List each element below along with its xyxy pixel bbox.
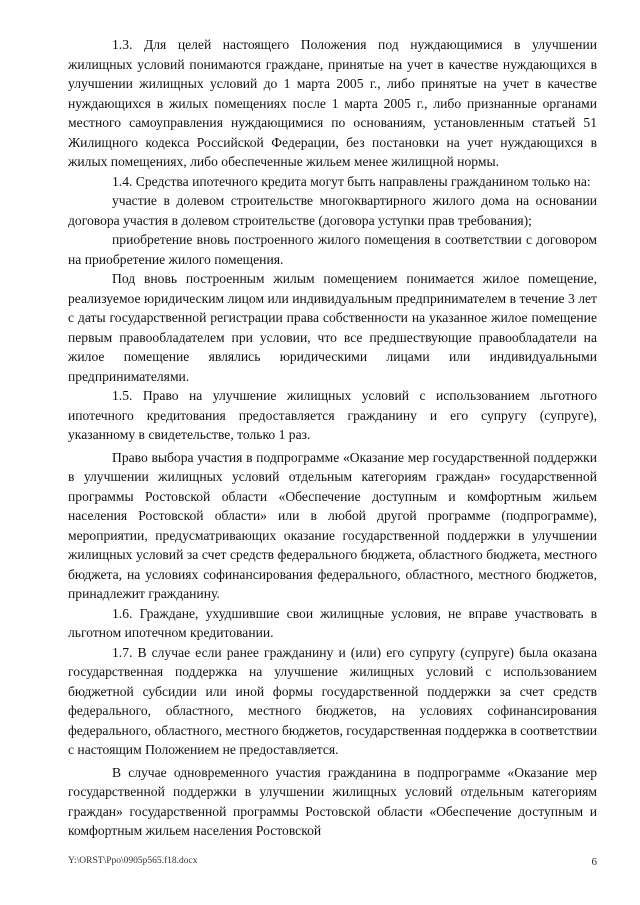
footer-file-path: Y:\ORST\Ppo\0905p565.f18.docx <box>68 856 198 866</box>
list-item-shared-construction: участие в долевом строительстве многоквартирного жилого дома на основании договора участия в долевом строительстве (договора уступки прав требования); <box>68 193 597 228</box>
paragraph-1-6: 1.6. Граждане, ухудшившие свои жилищные условия, не вправе участвовать в льготном ипотечном кредитовании. <box>68 605 597 640</box>
paragraph-1-3: 1.3. Для целей настоящего Положения под нуждающимися в улучшении жилищных условий понимаются граждане, принятые на учет в качестве нуждающихся в улучшении жилищных условий до 1 марта 2005 г., либо принятые на учет в качестве нуждающихся в жилых помещениях после 1 марта 2005 г., либо признанные органами местного самоуправления нуждающимися по основаниям, установленным статьей 51 Жилищного кодекса Российской Федерации, без постановки на учет нуждающихся в жилых помещениях, либо обеспеченные жильем менее жилищной нормы. <box>68 37 597 169</box>
paragraph-1-5: 1.5. Право на улучшение жилищных условий с использованием льготного ипотечного кредитования предоставляется гражданину и его супругу (супруге), указанному в свидетельстве, только 1 раз. <box>68 388 597 442</box>
paragraph-new-housing-definition: Под вновь построенным жилым помещением понимается жилое помещение, реализуемое юридическим лицом или индивидуальным предпринимателем в течение 3 лет с даты государственной регистрации права собственности на указанное жилое помещение первым правообладателем при условии, что все предшествующие правообладатели на жилое помещение являлись юридическими лицами или индивидуальными предпринимателями. <box>68 271 597 384</box>
paragraph-1-7: 1.7. В случае если ранее гражданину и (или) его супругу (супруге) была оказана государственная поддержка на улучшение жилищных условий с использованием бюджетной субсидии или иной формы государственной поддержки за счет средств федерального, областного, местного бюджетов, на условиях софинансирования федерального, областного, местного бюджетов, государственная поддержка в соответствии с настоящим Положением не предоставляется. <box>68 644 597 757</box>
paragraph-simultaneous-participation: В случае одновременного участия гражданина в подпрограмме «Оказание мер государственной поддержки в улучшении жилищных условий отдельным категориям граждан» государственной программы Ростовской области «Обеспечение доступным и комфортным жильем населения Ростовской <box>68 764 597 838</box>
document-body <box>68 35 597 841</box>
paragraph-program-choice: Право выбора участия в подпрограмме «Оказание мер государственной поддержки в улучшении жилищных условий отдельным категориям граждан» государственной программы Ростовской области «Обеспечение доступным и комфортным жильем населения Ростовской области» или в любой другой программе (подпрограмме), мероприятии, предусматривающих оказание государственной поддержки в улучшении жилищных условий за счет средств федерального бюджета, областного бюджета, местного бюджета, на условиях софинансирования федерального, областного, местного бюджетов, принадлежит гражданину. <box>68 449 597 601</box>
paragraph-1-4: 1.4. Средства ипотечного кредита могут быть направлены гражданином только на: <box>112 173 591 189</box>
list-item-new-housing: приобретение вновь построенного жилого помещения в соответствии с договором на приобретение жилого помещения. <box>68 232 597 267</box>
page-number: 6 <box>591 856 597 868</box>
